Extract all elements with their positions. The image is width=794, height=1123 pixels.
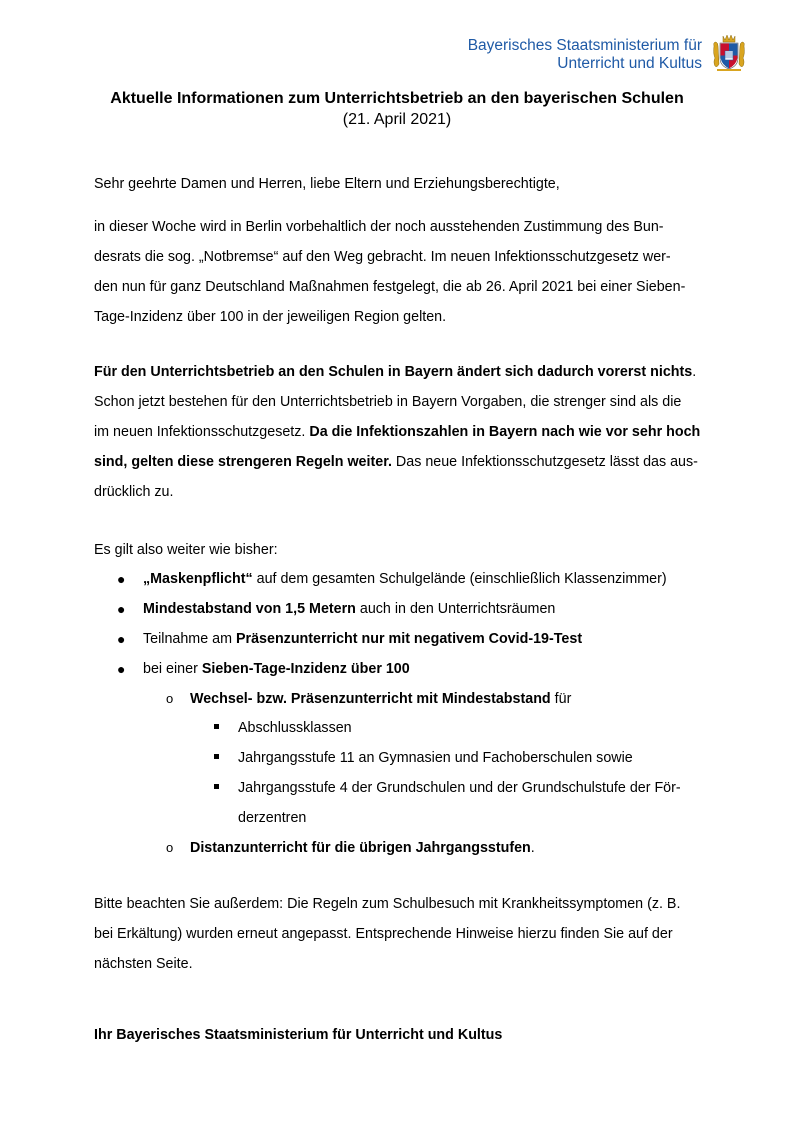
list-item: [190, 833, 535, 863]
bullet-icon: ●: [117, 571, 126, 587]
list-item: [143, 654, 410, 684]
text: .: [530, 840, 535, 856]
ministry-name-line1: Bayerisches Staatsministerium für: [467, 37, 702, 54]
paragraph-line: [94, 357, 706, 387]
paragraph-line: [94, 447, 706, 477]
text: Teilnahme am: [143, 631, 236, 647]
paragraph-bayern-rules: [94, 357, 706, 507]
paragraph-line: den nun für ganz Deutschland Maßnahmen festgelegt, die ab 26. April 2021 bei einer Sieben-: [94, 279, 686, 295]
bold-text: „Maskenpflicht“: [143, 571, 253, 587]
letterhead: [468, 34, 746, 73]
list-item: [190, 684, 571, 714]
bold-text: Sieben-Tage-Inzidenz über 100: [201, 661, 410, 677]
square-bullet-icon: [214, 724, 219, 729]
bold-text: Mindestabstand von 1,5 Metern: [143, 601, 356, 617]
list-item: Abschlussklassen: [238, 720, 352, 736]
text: bei einer: [143, 661, 202, 677]
greeting: Sehr geehrte Damen und Herren, liebe Eltern und Erziehungsberechtigte,: [94, 176, 560, 192]
list-item: [143, 624, 582, 654]
paragraph-notbremse: [94, 212, 706, 332]
bold-text: Präsenzunterricht nur mit negativem Covid-19-Test: [235, 631, 583, 647]
document-title: [0, 88, 794, 130]
square-bullet-icon: [214, 754, 219, 759]
text: im neuen Infektionsschutzgesetz.: [94, 424, 310, 440]
list-item: [143, 564, 667, 594]
text: für: [550, 691, 572, 707]
title-main: Aktuelle Informationen zum Unterrichtsbetrieb an den bayerischen Schulen: [110, 90, 684, 107]
text: .: [692, 364, 697, 380]
paragraph-line: Bitte beachten Sie außerdem: Die Regeln zum Schulbesuch mit Krankheitssymptomen (z. B.: [94, 896, 681, 912]
paragraph-line: nächsten Seite.: [94, 956, 193, 972]
text: auch in den Unterrichtsräumen: [355, 601, 556, 617]
paragraph-line: desrats die sog. „Notbremse“ auf den Weg gebracht. Im neuen Infektionsschutzgesetz wer-: [94, 249, 671, 265]
paragraph-line: [94, 417, 706, 447]
list-item-continuation: derzentren: [238, 810, 307, 826]
list-item: Jahrgangsstufe 11 an Gymnasien und Fachoberschulen sowie: [238, 750, 633, 766]
bullet-icon: ●: [117, 631, 126, 647]
bold-text: Distanzunterricht für die übrigen Jahrgangsstufen: [190, 840, 531, 856]
ministry-name: [468, 37, 702, 73]
ministry-name-line2: Unterricht und Kultus: [557, 55, 702, 72]
signature: Ihr Bayerisches Staatsministerium für Unterricht und Kultus: [94, 1027, 503, 1043]
paragraph-line: in dieser Woche wird in Berlin vorbehaltlich der noch ausstehenden Zustimmung des Bun-: [94, 219, 664, 235]
bullet-icon: ●: [117, 601, 126, 617]
paragraph-line: bei Erkältung) wurden erneut angepasst. Entsprechende Hinweise hierzu finden Sie auf der: [94, 926, 673, 942]
paragraph-line: Schon jetzt bestehen für den Unterrichtsbetrieb in Bayern Vorgaben, die strenger sind als die: [94, 394, 682, 410]
text: auf dem gesamten Schulgelände (einschließlich Klassenzimmer): [252, 571, 667, 587]
bullet-icon: ●: [117, 661, 126, 677]
square-bullet-icon: [214, 784, 219, 789]
rules-intro: Es gilt also weiter wie bisher:: [94, 542, 278, 558]
title-date: (21. April 2021): [342, 111, 452, 128]
bold-text: Für den Unterrichtsbetrieb an den Schulen in Bayern ändert sich dadurch vorerst nichts: [94, 364, 693, 380]
list-item: Jahrgangsstufe 4 der Grundschulen und der Grundschulstufe der För-: [238, 780, 681, 796]
paragraph-line: drücklich zu.: [94, 484, 174, 500]
circle-bullet-icon: o: [166, 691, 174, 706]
bold-text: Da die Infektionszahlen in Bayern nach wie vor sehr hoch: [309, 424, 701, 440]
bold-text: sind, gelten diese strengeren Regeln weiter.: [94, 454, 392, 470]
bavarian-coat-of-arms-icon: [712, 34, 746, 72]
paragraph-symptoms: [94, 889, 706, 979]
circle-bullet-icon: o: [166, 840, 174, 855]
paragraph-line: Tage-Inzidenz über 100 in der jeweiligen Region gelten.: [94, 309, 447, 325]
list-item: [143, 594, 555, 624]
bold-text: Wechsel- bzw. Präsenzunterricht mit Mindestabstand: [190, 691, 551, 707]
text: Das neue Infektionsschutzgesetz lässt das aus-: [391, 454, 698, 470]
